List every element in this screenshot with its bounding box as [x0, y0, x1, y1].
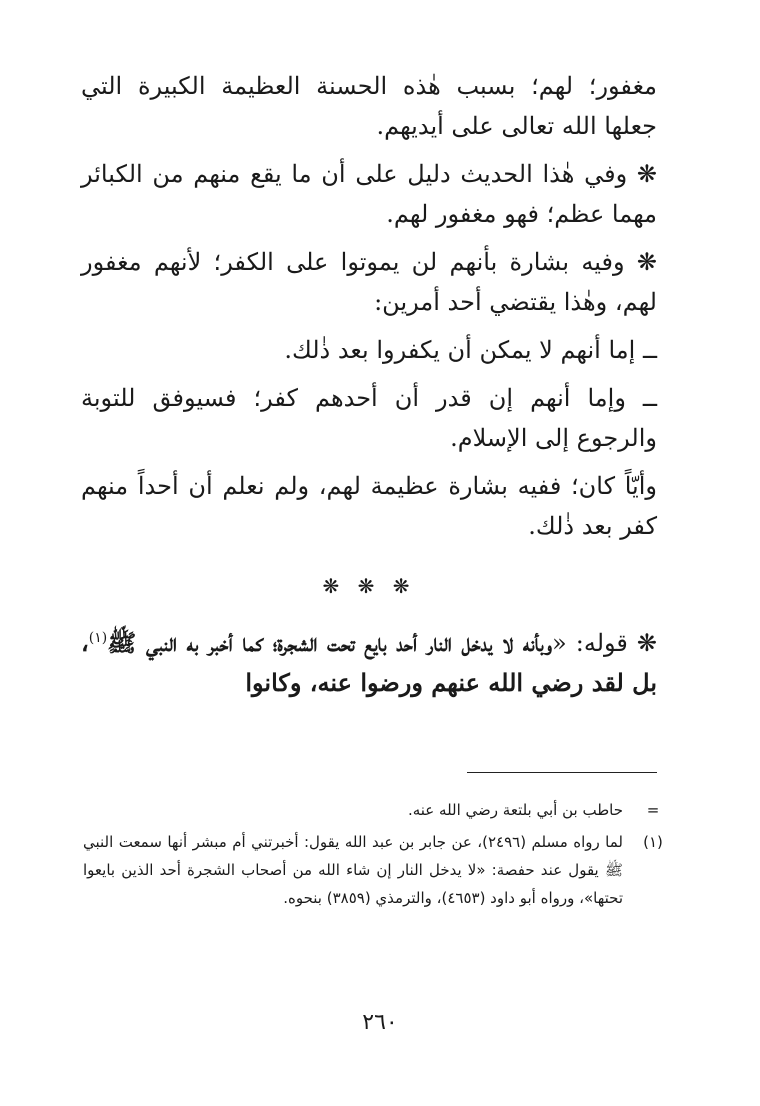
- footnote-divider: [467, 772, 657, 773]
- section-separator: ❋ ❋ ❋: [322, 574, 416, 598]
- quote-paragraph: [81, 618, 657, 703]
- footnote-text-continued: حاطب بن أبي بلتعة رضي الله عنه.: [407, 801, 623, 819]
- quote-text-before-ref: وبأنه لا يدخل النار أحد بايع تحت الشجرة؛ كما أخبر به النبي ﷺ: [107, 628, 553, 657]
- paragraph-5: ــ وإما أنهم إن قدر أن أحدهم كفر؛ فسيوفق للتوبة والرجوع إلى الإسلام.: [81, 384, 657, 452]
- footnote-1: [83, 828, 673, 912]
- footnote-marker-1: (١): [643, 833, 663, 851]
- quote-text-after-ref: ، بل لقد رضي الله عنهم ورضوا عنه، وكانوا: [81, 628, 657, 697]
- footnote-continued: [83, 796, 673, 824]
- paragraph-1: مغفور؛ لهم؛ بسبب هٰذه الحسنة العظيمة الكبيرة التي جعلها الله تعالى على أيديهم.: [81, 72, 657, 140]
- quote-prefix: ❋ قوله: «: [552, 629, 657, 657]
- footnotes-block: [83, 796, 673, 916]
- paragraph-3: ❋ وفيه بشارة بأنهم لن يموتوا على الكفر؛ لأنهم مغفور لهم، وهٰذا يقتضي أحد أمرين:: [81, 248, 657, 316]
- page-number: ٢٦٠: [362, 1010, 398, 1035]
- paragraph-4: ــ إما أنهم لا يمكن أن يكفروا بعد ذٰلك.: [284, 336, 657, 364]
- footnote-marker-continued: =: [646, 801, 660, 819]
- paragraph-2: ❋ وفي هٰذا الحديث دليل على أن ما يقع منهم من الكبائر مهما عظم؛ فهو مغفور لهم.: [81, 160, 657, 228]
- footnote-text-1: لما رواه مسلم (٢٤٩٦)، عن جابر بن عبد الله يقول: أخبرتني أم مبشر أنها سمعت النبي ﷺ يقول عند حفصة: «لا يدخل النار إن شاء الله من أصحاب الشجرة أحد الذين بايعوا تحتها»، ورواه أبو داود (٤٦٥٣)، والترمذي (٣٨٥٩) بنحوه.: [83, 833, 623, 907]
- paragraph-6: وأيّاً كان؛ ففيه بشارة عظيمة لهم، ولم نعلم أن أحداً منهم كفر بعد ذٰلك.: [81, 472, 657, 540]
- footnote-ref-1[interactable]: (١): [88, 630, 108, 646]
- main-text-block: [81, 66, 657, 711]
